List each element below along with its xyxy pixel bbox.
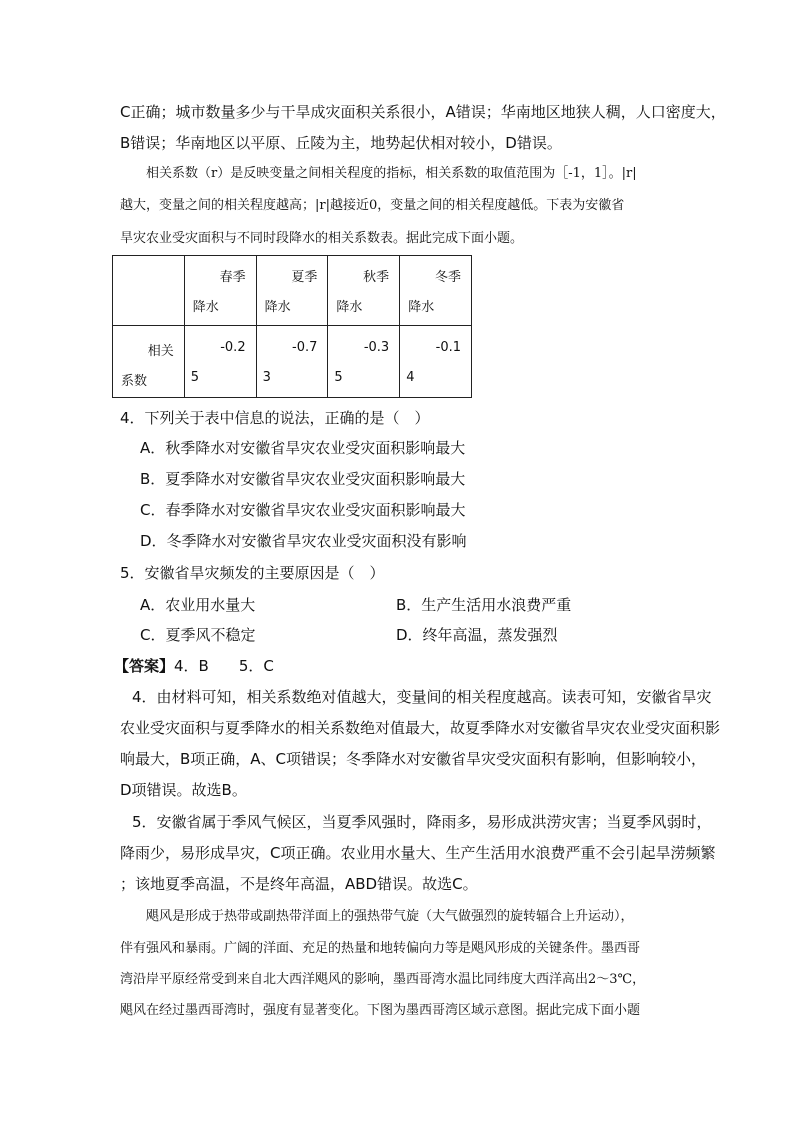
material2-line-3: 湾沿岸平原经常受到来自北大西洋飓风的影响，墨西哥湾水温比同纬度大西洋高出2～3℃， bbox=[120, 972, 646, 987]
value-bottom: 3 bbox=[262, 370, 271, 385]
table-header-cell bbox=[184, 256, 256, 326]
col-label-bottom: 降水 bbox=[192, 300, 219, 315]
material1-line-2: 越大，变量之间的相关程度越高；|r|越接近0，变量之间的相关程度越低。下表为安徽省 bbox=[120, 198, 625, 213]
table-header-row bbox=[113, 256, 472, 326]
explanation4-line-2: 农业受灾面积与夏季降水的相关系数绝对值最大，故夏季降水对安徽省旱灾农业受灾面积影 bbox=[120, 719, 721, 737]
explanation5-line-3: ；该地夏季高温，不是终年高温，ABD错误。故选C。 bbox=[120, 875, 478, 893]
col-label-top: 冬季 bbox=[434, 270, 461, 285]
material2-line-2: 伴有强风和暴雨。广阔的洋面、充足的热量和地转偏向力等是飓风形成的关键条件。墨西哥 bbox=[120, 941, 641, 956]
material2-line-4: 飓风在经过墨西哥湾时，强度有显著变化。下图为墨西哥湾区域示意图。据此完成下面小题 bbox=[120, 1003, 641, 1018]
table-value-cell bbox=[184, 326, 256, 398]
value-bottom: 4 bbox=[406, 370, 415, 385]
table-value-cell bbox=[256, 326, 328, 398]
col-label-bottom: 降水 bbox=[264, 300, 291, 315]
material1-line-1: 相关系数（r）是反映变量之间相关程度的指标，相关系数的取值范围为［-1，1］。|r| bbox=[146, 166, 637, 181]
explanation4-line-1: 4．由材料可知，相关系数绝对值越大，变量间的相关程度越高。读表可知，安徽省旱灾 bbox=[132, 688, 712, 706]
col-label-top: 春季 bbox=[219, 270, 246, 285]
col-label-bottom: 降水 bbox=[336, 300, 363, 315]
row-label-top: 相关 bbox=[147, 344, 174, 359]
table-data-row bbox=[113, 326, 472, 398]
material1-line-3: 旱灾农业受灾面积与不同时段降水的相关系数表。据此完成下面小题。 bbox=[120, 231, 524, 246]
prev-answer-line-2: B错误；华南地区以平原、丘陵为主，地势起伏相对较小，D错误。 bbox=[120, 134, 562, 152]
table-header-cell bbox=[256, 256, 328, 326]
q4-option-d: D．冬季降水对安徽省旱灾农业受灾面积没有影响 bbox=[140, 532, 467, 550]
col-label-bottom: 降水 bbox=[408, 300, 435, 315]
answer-values: 4．B 5．C bbox=[174, 657, 274, 675]
answer-tag: 【答案】 bbox=[114, 657, 175, 675]
correlation-table bbox=[112, 255, 472, 398]
explanation5-line-2: 降雨少，易形成旱灾，C项正确。农业用水量大、生产生活用水浪费严重不会引起旱涝频繁 bbox=[120, 844, 716, 862]
explanation4-line-3: 响最大，B项正确，A、C项错误；冬季降水对安徽省旱灾受灾面积有影响，但影响较小， bbox=[120, 750, 707, 768]
material2-line-1: 飓风是形成于热带或副热带洋面上的强热带气旋（大气做强烈的旋转辐合上升运动）， bbox=[146, 909, 634, 924]
q4-option-c: C．春季降水对安徽省旱灾农业受灾面积影响最大 bbox=[140, 501, 466, 519]
table-value-cell bbox=[328, 326, 400, 398]
value-bottom: 5 bbox=[334, 370, 343, 385]
row-label-bottom: 系数 bbox=[121, 374, 148, 389]
value-top: -0.2 bbox=[220, 340, 246, 355]
col-label-top: 秋季 bbox=[363, 270, 390, 285]
q5-option-b: B．生产生活用水浪费严重 bbox=[396, 596, 572, 614]
explanation4-line-4: D项错误。故选B。 bbox=[120, 781, 247, 799]
col-label-top: 夏季 bbox=[291, 270, 318, 285]
q5-stem: 5．安徽省旱灾频发的主要原因是（ ） bbox=[120, 564, 385, 582]
value-bottom: 5 bbox=[190, 370, 200, 385]
q5-option-c: C．夏季风不稳定 bbox=[140, 626, 256, 644]
q5-option-a: A．农业用水量大 bbox=[140, 596, 256, 614]
value-top: -0.7 bbox=[292, 340, 318, 355]
row-header-cell bbox=[113, 326, 185, 398]
answer-line bbox=[114, 656, 274, 676]
q5-option-d: D．终年高温，蒸发强烈 bbox=[396, 626, 558, 644]
q4-option-a: A．秋季降水对安徽省旱灾农业受灾面积影响最大 bbox=[140, 439, 466, 457]
q4-stem: 4．下列关于表中信息的说法，正确的是（ ） bbox=[120, 409, 430, 427]
q4-option-b: B．夏季降水对安徽省旱灾农业受灾面积影响最大 bbox=[140, 470, 466, 488]
table-header-cell bbox=[400, 256, 472, 326]
prev-answer-line-1: C正确；城市数量多少与干旱成灾面积关系很小，A错误；华南地区地狭人稠，人口密度大， bbox=[120, 103, 726, 121]
table-header-cell bbox=[328, 256, 400, 326]
table-corner-cell bbox=[113, 256, 185, 326]
table-value-cell bbox=[400, 326, 472, 398]
explanation5-line-1: 5．安徽省属于季风气候区，当夏季风强时，降雨多，易形成洪涝灾害；当夏季风弱时， bbox=[132, 813, 712, 831]
value-top: -0.1 bbox=[435, 340, 461, 355]
value-top: -0.3 bbox=[363, 340, 390, 355]
